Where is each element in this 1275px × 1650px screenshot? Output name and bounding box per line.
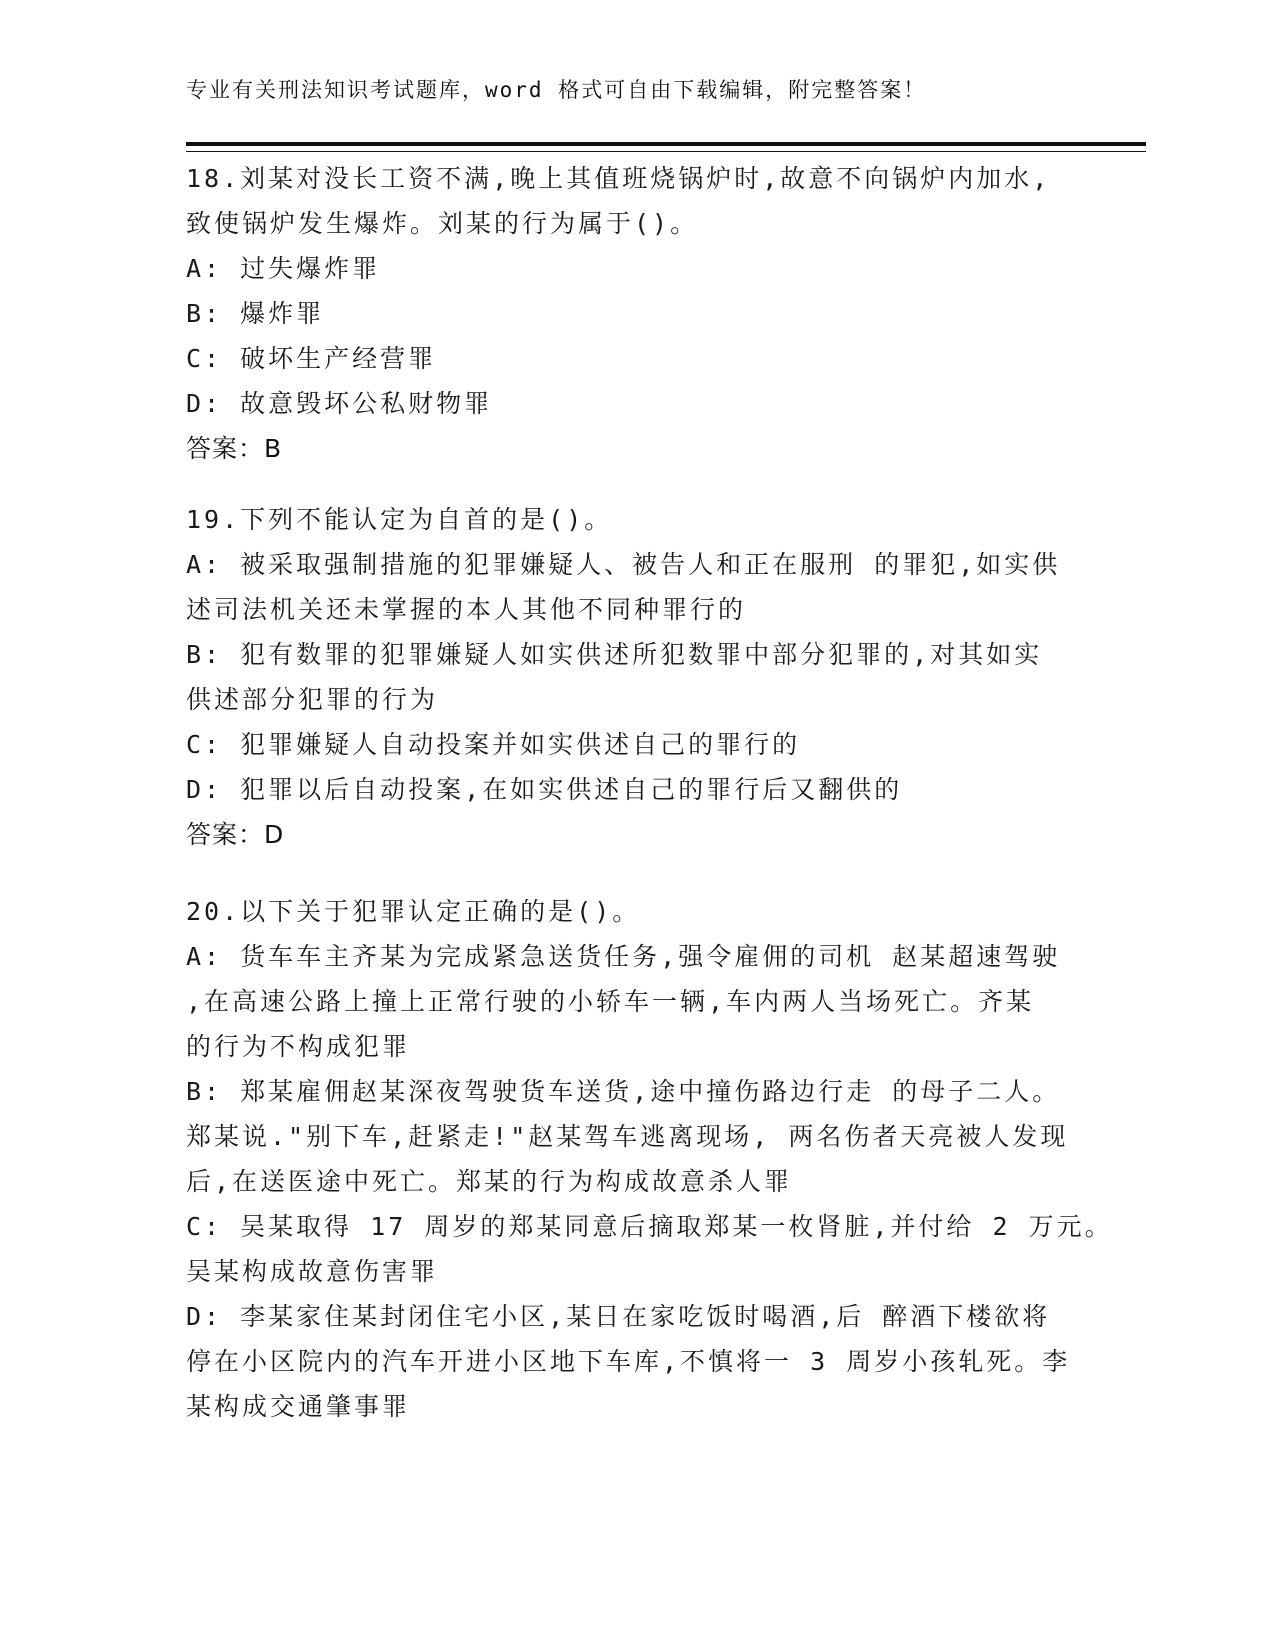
option-b-continued: 供述部分犯罪的行为 [186, 685, 439, 714]
option-c: C: 犯罪嫌疑人自动投案并如实供述自己的罪行的 [186, 730, 801, 759]
answer-line: 答案：B [186, 434, 283, 463]
option-a: A: 过失爆炸罪 [186, 254, 381, 283]
option-a-continued: 述司法机关还未掌握的本人其他不同种罪行的 [186, 595, 747, 624]
option-d: D: 李某家住某封闭住宅小区,某日在家吃饭时喝酒,后 醉酒下楼欲将 [186, 1302, 1051, 1331]
header-rule-thick [186, 142, 1146, 146]
question-stem-line: 18.刘某对没长工资不满,晚上其值班烧锅炉时,故意不向锅炉内加水, [186, 164, 1051, 193]
page-header: 专业有关刑法知识考试题库，word 格式可自由下载编辑，附完整答案！ [186, 78, 927, 102]
option-c: C: 破坏生产经营罪 [186, 344, 437, 373]
question-18 [186, 156, 1066, 471]
option-c: C: 吴某取得 17 周岁的郑某同意后摘取郑某一枚肾脏,并付给 2 万元。 [186, 1212, 1113, 1241]
question-stem-line: 20.以下关于犯罪认定正确的是()。 [186, 897, 641, 926]
option-c-continued: 吴某构成故意伤害罪 [186, 1257, 439, 1286]
question-20 [186, 889, 1113, 1429]
question-19 [186, 497, 1066, 857]
answer-line: 答案：D [186, 820, 285, 849]
option-a-continued: 的行为不构成犯罪 [186, 1032, 411, 1061]
option-d-continued: 停在小区院内的汽车开进小区地下车库,不慎将一 3 周岁小孩轧死。李 [186, 1347, 1071, 1376]
option-d: D: 故意毁坏公私财物罪 [186, 389, 493, 418]
option-b: B: 犯有数罪的犯罪嫌疑人如实供述所犯数罪中部分犯罪的,对其如实 [186, 640, 1043, 669]
header-rule-thin [186, 151, 1146, 152]
option-b-continued: 郑某说."别下车,赶紧走!"赵某驾车逃离现场, 两名伤者天亮被人发现 [186, 1122, 1069, 1151]
option-a: A: 货车车主齐某为完成紧急送货任务,强令雇佣的司机 赵某超速驾驶 [186, 942, 1061, 971]
question-stem-line: 致使锅炉发生爆炸。刘某的行为属于()。 [186, 209, 699, 238]
question-stem-line: 19.下列不能认定为自首的是()。 [186, 505, 613, 534]
option-d-continued: 某构成交通肇事罪 [186, 1392, 411, 1421]
option-a-continued: ,在高速公路上撞上正常行驶的小轿车一辆,车内两人当场死亡。齐某 [186, 987, 1035, 1016]
option-b: B: 爆炸罪 [186, 299, 325, 328]
option-d: D: 犯罪以后自动投案,在如实供述自己的罪行后又翻供的 [186, 775, 903, 804]
option-b-continued: 后,在送医途中死亡。郑某的行为构成故意杀人罪 [186, 1167, 793, 1196]
option-a: A: 被采取强制措施的犯罪嫌疑人、被告人和正在服刑 的罪犯,如实供 [186, 550, 1061, 579]
option-b: B: 郑某雇佣赵某深夜驾驶货车送货,途中撞伤路边行走 的母子二人。 [186, 1077, 1061, 1106]
